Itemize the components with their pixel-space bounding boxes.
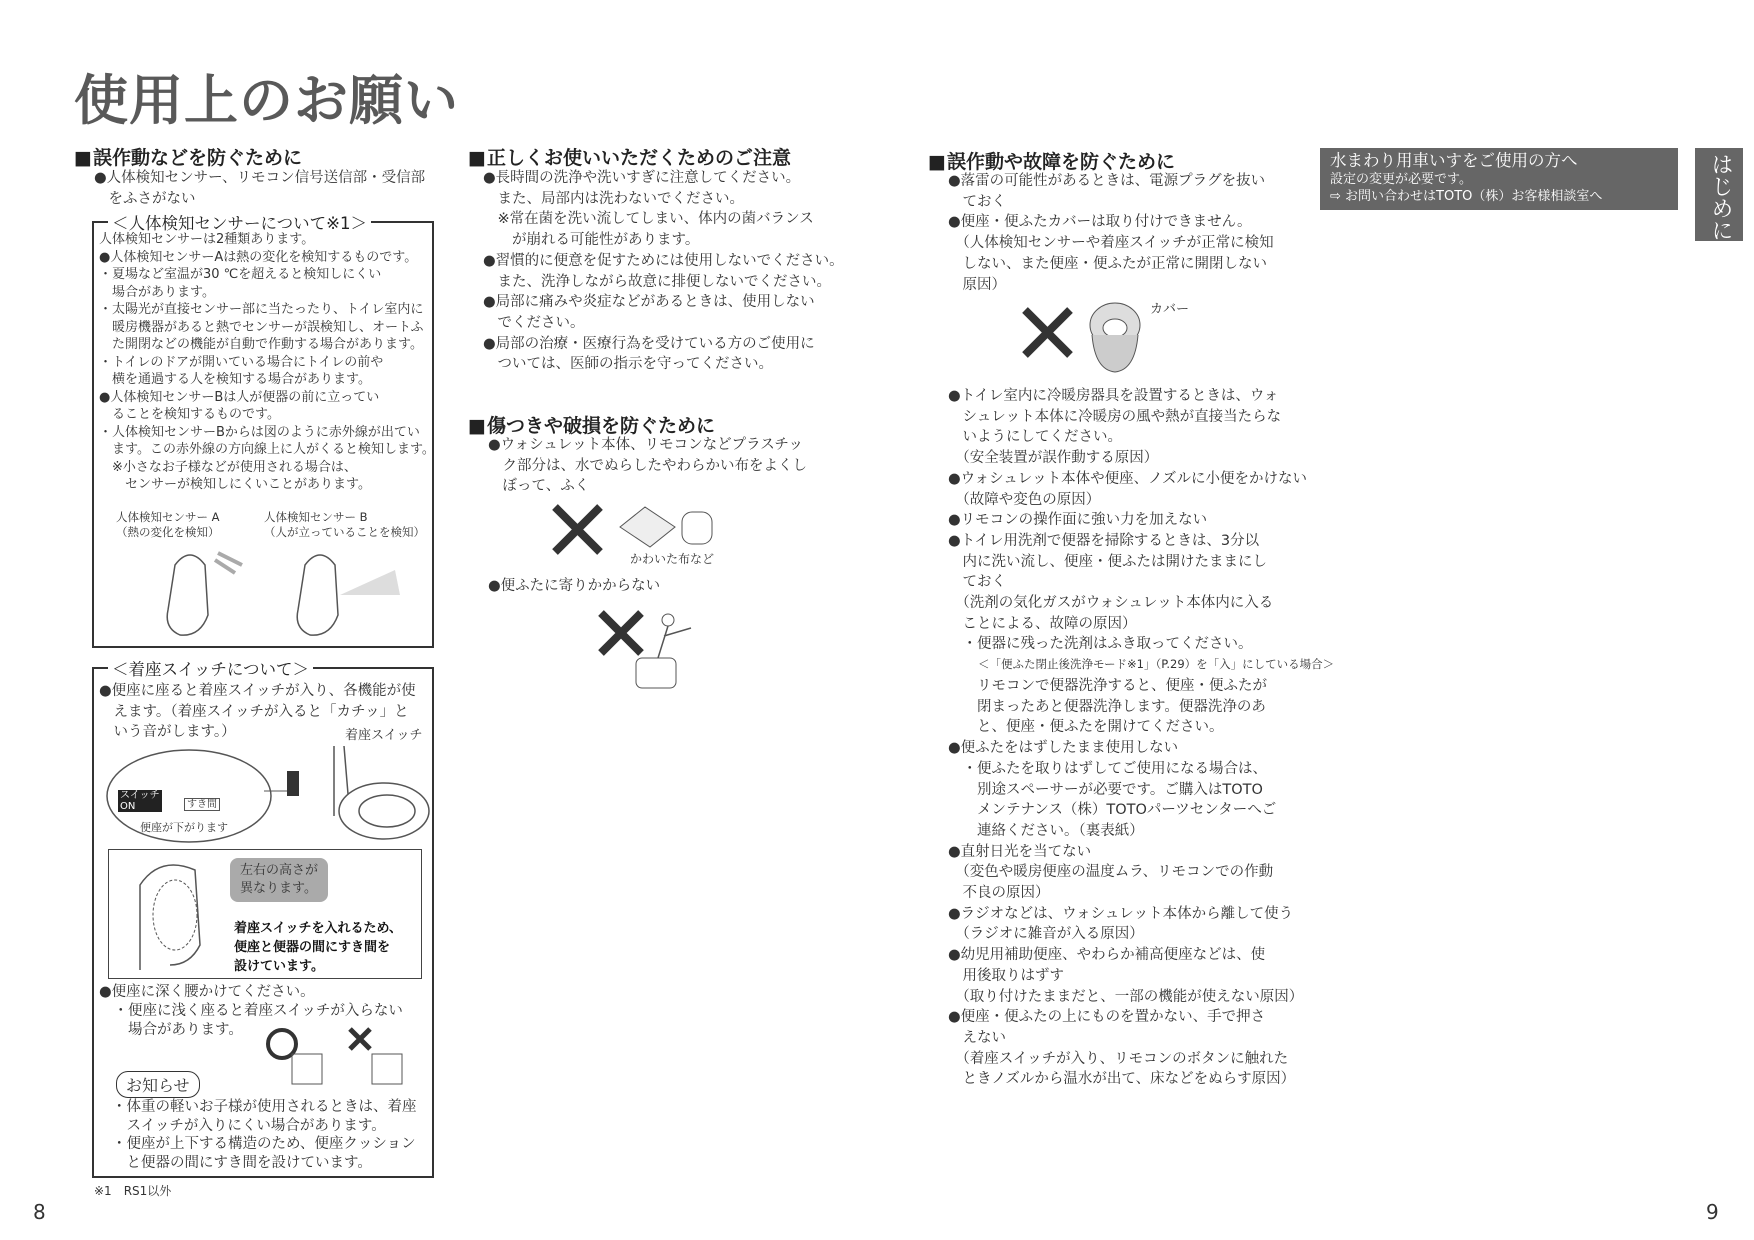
footnote: ※1 RS1以外 (94, 1184, 172, 1198)
sensor-cover-warning: ●人体検知センサー、リモコン信号送信部・受信部 をふさがない (94, 170, 426, 207)
sit-deep-note: ●便座に深く腰かけてください。 ・便座に浅く座ると着座スイッチが入らない 場合があります。 (99, 984, 403, 1038)
wheelchair-notice-box (1320, 148, 1678, 210)
seat-switch-label: 着座スイッチ (345, 728, 423, 743)
sitting-illustration (262, 1024, 422, 1086)
page-number-left: 8 (33, 1200, 46, 1224)
sensor-b-label: 人体検知センサー B （人が立っていることを検知） (264, 510, 425, 539)
notice-body: ・体重の軽いお子様が使用されるときは、着座 スイッチが入りにくい場合があります。 ・便座が上下する構造のため、便座クッション と便器の間にすき間を設けています。 (112, 1099, 417, 1171)
section-heading-malfunction: ■ 誤作動などを防ぐために (74, 143, 302, 170)
section-heading-failure: ■ 誤作動や故障を防ぐために (928, 147, 1175, 174)
sensor-box-title: ＜人体検知センサーについて※1＞ (108, 210, 371, 234)
height-callout: 左右の高さが 異なります。 (230, 858, 328, 902)
chapter-tab[interactable]: はじめに (1695, 148, 1743, 241)
page-title: 使用上のお願い (74, 69, 459, 132)
failure-body-3: リモコンで便器洗浄すると、便座・便ふたが 閉まったあと便器洗浄します。便器洗浄のあ と、便座・便ふたを開けてください。 ●便ふたをはずしたまま使用しない ・便ふたを取りはずしてご使用になる場合は、 別途スペーサーが必要です。ご購入はTOTO メンテナンス（株）TOTOパーツセンターへご 連絡ください。（裏表紙） ●直射日光を当てない （変色や暖房便座の温度ムラ、リモコンでの作動 不良の原因） ●ラジオなどは、ウォシュレット本体から離して使う （ラジオに雑音が入る原因） ●幼児用補助便座、やわらか補高便座などは、使 用後取りはずす （取り付けたままだと、一部の機能が使えない原因） ●便座・便ふたの上にものを置かない、手で押さ えない （着座スイッチが入り、リモコンのボタンに触れた ときノズルから温水が出て、床などをぬらす原因） (948, 678, 1304, 1088)
seat-detail-illustration (130, 855, 230, 975)
gap-bold-note: 着座スイッチを入れるため、 便座と便器の間にすき間を 設けています。 (234, 921, 402, 974)
failure-body-1: ●落雷の可能性があるときは、電源プラグを抜い ておく ●便座・便ふたカバーは取り付けできません。 （人体検知センサーや着座スイッチが正常に検知 しない、また便座・便ふたが正常に開閉しない 原因） (948, 173, 1274, 293)
gap-label: すき間 (184, 798, 220, 811)
cloth-label: かわいた布など (630, 552, 715, 566)
section-heading-damage: ■ 傷つきや破損を防ぐために (468, 411, 715, 438)
seat-box-title: ＜着座スイッチについて＞ (108, 656, 313, 680)
sensor-a-label: 人体検知センサー A （熱の変化を検知） (116, 510, 220, 539)
cover-label: カバー (1150, 302, 1190, 317)
notice-line1: 水まわり用車いすをご使用の方へ (1330, 151, 1578, 170)
failure-body-2: ●トイレ室内に冷暖房器具を設置するときは、ウォ シュレット本体に冷暖房の風や熱が直接当たらな いようにしてください。 （安全装置が誤作動する原因） ●ウォシュレット本体や便座、ノズルに小便をかけない （故障や変色の原因） ●リモコンの操作面に強い力を加えない ●トイレ用洗剤で便器を掃除するときは、3分以 内に洗い流し、便座・便ふたは開けたままにし ておく （洗剤の気化ガスがウォシュレット本体内に入る ことによる、故障の原因） ・便器に残った洗剤はふき取ってください。 (948, 388, 1308, 653)
section-heading-proper-use: ■ 正しくお使いいただくためのご注意 (468, 143, 791, 170)
lid-lean-warning: ●便ふたに寄りかからない (488, 578, 661, 594)
lean-lid-illustration (596, 608, 706, 693)
seat-box-body: ●便座に座ると着座スイッチが入り、各機能が使 えます。（着座スイッチが入ると「カチッ」と いう音がします。） (99, 683, 416, 741)
seat-down-label: 便座が下がります (140, 821, 228, 834)
switch-on-label: スイッチ ON (120, 790, 160, 812)
notice-line2: 設定の変更が必要です。 (1330, 172, 1472, 187)
sensor-toilet-illustration (160, 545, 420, 640)
page-number-right: 9 (1706, 1200, 1719, 1224)
sensor-box-body: 人体検知センサーは2種類あります。 ●人体検知センサーAは熱の変化を検知するものです。 ・夏場など室温が30 ℃を超えると検知しにくい 場合があります。 ・太陽光が直接センサー部に当たったり、トイレ室内に 暖房機器があると熱でセンサーが誤検知し、オートふ た開閉などの機能が自動で作動する場合があります。 ・トイレのドアが開いている場合にトイレの前や 横を通過する人を検知する場合があります。 ●人体検知センサーBは人が便器の前に立ってい ることを検知するものです。 ・人体検知センサーBからは図のように赤外線が出てい ます。この赤外線の方向線上に人がくると検知します。 ※小さなお子様などが使用される場合は、 センサーが検知しにくいことがあります。 (99, 232, 435, 492)
proper-use-body: ●長時間の洗浄や洗いすぎに注意してください。 また、局部内は洗わないでください。 ※常在菌を洗い流してしまい、体内の菌バランス が崩れる可能性があります。 ●習慣的に便意を促すためには使用しないでください。 また、洗浄しながら故意に排便しないでください。 ●局部に痛みや炎症などがあるときは、使用しない でください。 ●局部の治療・医療行為を受けている方のご使用に ついては、医師の指示を守ってください。 (483, 170, 844, 373)
notice-line3: ⇨ お問い合わせはTOTO（株）お客様相談室へ (1330, 189, 1603, 204)
mode-note: ＜「便ふた閉止後洗浄モード※1」（P.29）を「入」にしている場合＞ (978, 657, 1335, 671)
seat-cover-illustration (1020, 300, 1150, 375)
notice-badge: お知らせ (116, 1071, 200, 1098)
damage-body: ●ウォシュレット本体、リモコンなどプラスチッ ク部分は、水でぬらしたやわらかい布をよくし ぼって、ふく (488, 437, 807, 495)
